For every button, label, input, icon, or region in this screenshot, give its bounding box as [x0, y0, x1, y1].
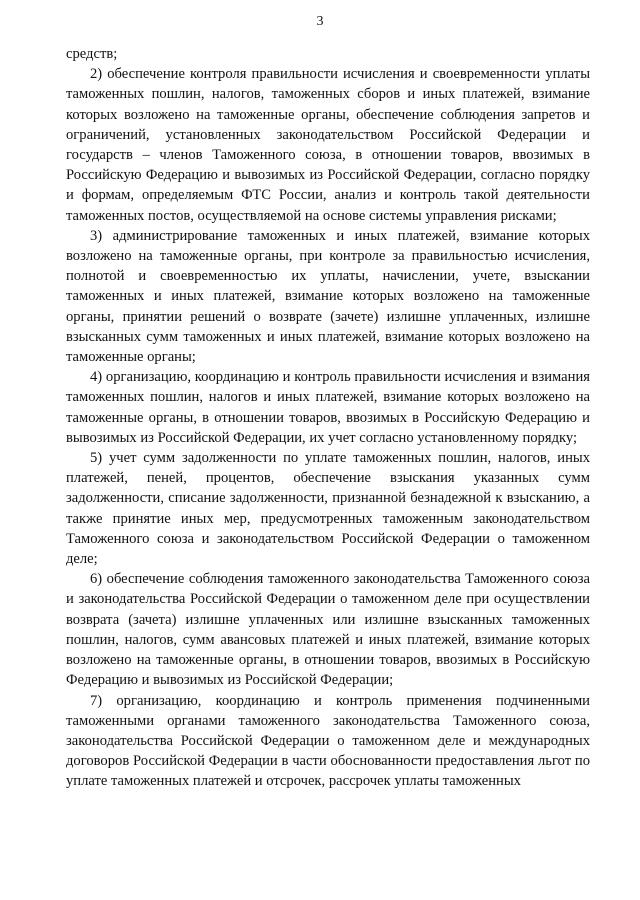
paragraph-item-5: 5) учет сумм задолженности по уплате таможенных пошлин, налогов, иных платежей, пеней, процентов, обеспечение взыскания указанных сумм задолженности, списание задолженности, признанной безнадежной к взысканию, а также принятие иных мер, предусмотренных таможенным законодательством Таможенного союза и законодательством Российской Федерации о таможенном деле;: [66, 450, 590, 568]
paragraph-item-7: 7) организацию, координацию и контроль применения подчиненными таможенными органами таможенного законодательства Таможенного союза, законодательства Российской Федерации о таможенном деле и международных договоров Российской Федерации в части обоснованности предоставления льгот по уплате таможенных платежей и отсрочек, рассрочек уплаты таможенных: [66, 692, 590, 790]
paragraph-item-2: 2) обеспечение контроля правильности исчисления и своевременности уплаты таможенных пошлин, налогов, таможенных сборов и иных платежей, взимание которых возложено на таможенные органы, обеспечение соблюдения запретов и ограничений, установленных законодательством Российской Федерации и государств – членов Таможенного союза, в отношении товаров, ввозимых в Российскую Федерацию и вывозимых из Российской Федерации, согласно порядку и формам, определяемым ФТС России, анализ и контроль такой деятельности таможенных постов, осуществляемой на основе системы управления рисками;: [66, 66, 590, 224]
document-body: [66, 44, 590, 792]
paragraph-item-4: 4) организацию, координацию и контроль правильности исчисления и взимания таможенных пошлин, налогов и иных платежей, взимание которых возложено на таможенные органы, в отношении товаров, ввозимых в Российскую Федерацию и вывозимых из Российской Федерации, их учет согласно установленному порядку;: [66, 369, 590, 446]
page-number: 3: [316, 14, 324, 29]
paragraph-item-3: 3) администрирование таможенных и иных платежей, взимание которых возложено на таможенные органы, при контроле за правильностью исчисления, полнотой и своевременностью их уплаты, начислении, учете, взыскании таможенных и иных платежей, взимание которых возложено на таможенные органы, принятии решений о возврате (зачете) излишне уплаченных, излишне взысканных сумм таможенных и иных платежей, взимание которых возложено на таможенные органы;: [66, 227, 590, 366]
paragraph-item-6: 6) обеспечение соблюдения таможенного законодательства Таможенного союза и законодательства Российской Федерации о таможенном деле при осуществлении возврата (зачета) излишне уплаченных или излишне взысканных таможенных пошлин, налогов, сумм авансовых платежей и иных платежей, взимание которых возложено на таможенные органы, в отношении товаров, ввозимых в Российскую Федерацию и вывозимых из Российской Федерации;: [66, 571, 590, 689]
paragraph-continuation: средств;: [66, 46, 118, 62]
